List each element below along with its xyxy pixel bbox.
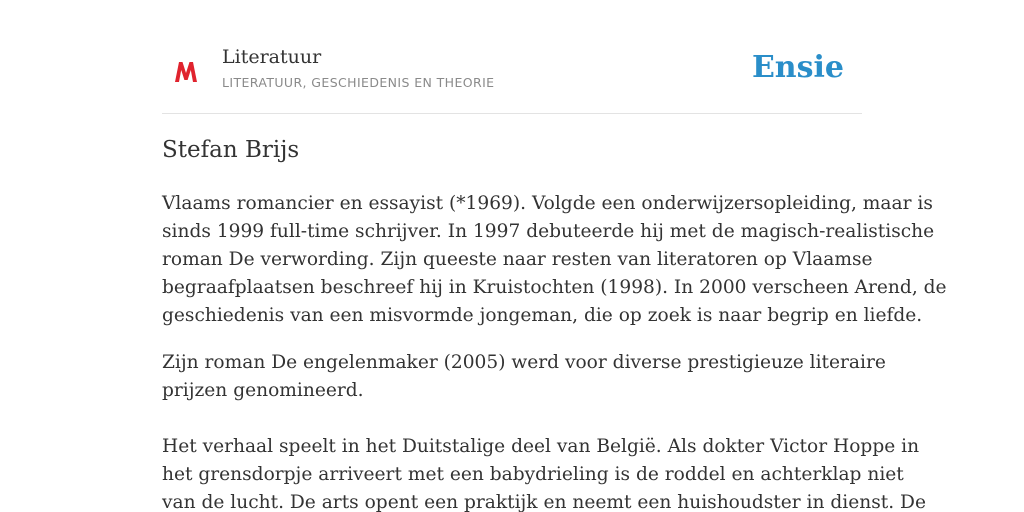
site-title[interactable]: Literatuur <box>222 46 322 68</box>
paragraph <box>162 349 886 405</box>
m-logo-icon[interactable] <box>172 58 200 86</box>
article-body <box>162 190 947 512</box>
text-line: roman De verwording. Zijn queeste naar resten van literatoren op Vlaamse <box>162 249 873 270</box>
text-line: het grensdorpje arriveert met een babydrieling is de roddel en achterklap niet <box>162 464 904 485</box>
text-line: sinds 1999 full-time schrijver. In 1997 debuteerde hij met de magisch-realistische <box>162 221 935 242</box>
paragraph <box>162 190 947 330</box>
site-header <box>162 40 862 114</box>
paragraph <box>162 433 926 512</box>
ensie-brand-logo[interactable]: Ensie <box>751 50 844 85</box>
text-line: prijzen genomineerd. <box>162 380 364 401</box>
text-line: Zijn roman De engelenmaker (2005) werd voor diverse prestigieuze literaire <box>162 352 886 373</box>
text-line: van de lucht. De arts opent een praktijk en neemt een huishoudster in dienst. De <box>162 492 926 512</box>
text-line: geschiedenis van een misvormde jongeman, die op zoek is naar begrip en liefde. <box>162 305 923 326</box>
article-title: Stefan Brijs <box>162 137 300 163</box>
text-line: Vlaams romancier en essayist (*1969). Volgde een onderwijzersopleiding, maar is <box>162 193 933 214</box>
text-line: Het verhaal speelt in het Duitstalige deel van België. Als dokter Victor Hoppe in <box>162 436 920 457</box>
text-line: begraafplaatsen beschreef hij in Kruistochten (1998). In 2000 verscheen Arend, de <box>162 277 947 298</box>
site-subtitle: LITERATUUR, GESCHIEDENIS EN THEORIE <box>222 75 495 90</box>
